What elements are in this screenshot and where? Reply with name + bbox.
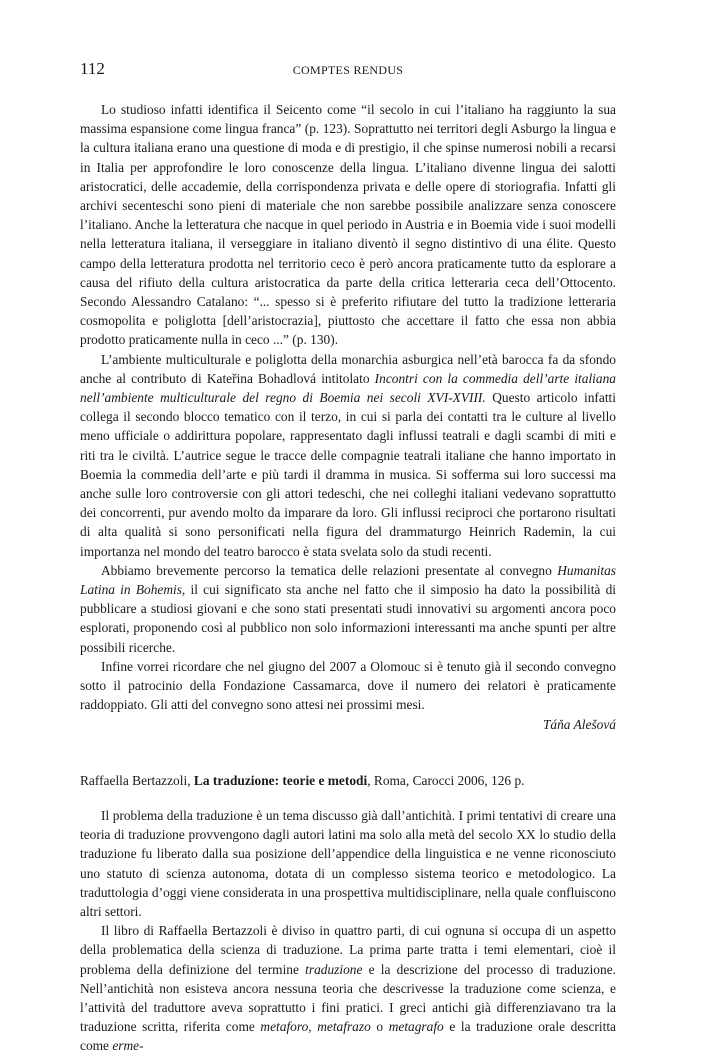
- review1-p3-text-a: Abbiamo brevemente percorso la tematica delle relazioni presentate al convegno: [101, 562, 558, 578]
- review2-publication: , Roma, Carocci 2006, 126 p.: [367, 772, 525, 788]
- document-page: [80, 58, 616, 1056]
- review2-p2-term-metaforo: metaforo, metafrazo: [260, 1019, 371, 1035]
- review2-p2-text-c: o: [370, 1019, 389, 1035]
- running-head: [80, 58, 616, 80]
- review2-heading: [80, 771, 616, 790]
- review1-signature: Táňa Alešová: [542, 716, 616, 732]
- review2-book-title: La traduzione: teorie e metodi: [193, 772, 368, 788]
- review2-author: Raffaella Bertazzoli,: [80, 772, 194, 788]
- review2-p2-text-a: Il libro di Raffaella Bertazzoli è diviso in quattro parti, di cui ognuna si occupa di un aspetto della problematica della scienza di traduzione. La prima parte tratta i temi elementari, cioè il problema della definizione del termine: [80, 923, 616, 977]
- review1-paragraph-1: Lo studioso infatti identifica il Seicento come “il secolo in cui l’italiano ha raggiunto la sua massima espansione come lingua franca” (p. 123). Soprattutto nei territori degli Asburgo la lingua e la cultura italiana erano una questione di moda e di prestigio, il che spinse numerosi nobili a recarsi in Italia per approfondire le loro conoscenze della lingua. L’italiano divenne lingua dei salotti aristocratici, delle accademie, della corrispondenza privata e delle opere di storiografia. Infatti gli archivi secenteschi sono pieni di materiale che non sarebbe possibile analizzare senza conoscere l’italiano. Anche la letteratura che nacque in quel periodo in Austria e in Boemia vide i suoi modelli nella letteratura italiana, il verseggiare in italiano diventò il segno distintivo di una élite. Questo campo della letteratura prodotta nel territorio ceco è però ancora praticamente tutto da esplorare a causa del rifiuto della cultura aristocratica da parte della critica letteraria ceca dell’Ottocento. Secondo Alessandro Catalano: “... spesso si è preferito rifiutare del tutto la tradizione letteraria cosmopolita e poliglotta [dell’aristocrazia], piuttosto che accettare il fatto che essa non abbia prodotto praticamente nulla in ceco ...” (p. 130).: [80, 102, 616, 348]
- review2-p2-term-metagrafo: metagrafo: [388, 1019, 444, 1035]
- review2-paragraph-2: [80, 921, 616, 1055]
- review1-p3-text-b: il cui significato sta anche nel fatto che il simposio ha dato la possibilità di pubblicare a studiosi giovani e che sono stati presentati studi innovativi su argomenti ancora poco esplorati, proponendo così al pubblico non solo informazioni interessanti ma anche spunti per altre possibili ricerche.: [80, 582, 616, 655]
- review1-p3-conference-title: Humanitas Latina in Bohemis,: [80, 562, 616, 598]
- review1-paragraph-4: Infine vorrei ricordare che nel giugno del 2007 a Olomouc si è tenuto già il secondo convegno sotto il patrocinio della Fondazione Cassamarca, dove il numero dei relatori è praticamente raddoppiato. Gli atti del convegno sono attesi nei prossimi mesi.: [80, 658, 616, 713]
- review2-paragraph-1: Il problema della traduzione è un tema discusso già dall’antichità. I primi tentativi di creare una teoria di traduzione provvengono dagli autori latini ma solo alla metà del secolo XX lo studio della traduzione fu liberato dalla sua posizione dell’appendice della linguistica e ne venne riconosciuto uno statuto di scienza autonoma, dotata di un complesso sistema teorico e metodologico. La traduttologia d’oggi viene considerata in una prospettiva multidisciplinare, nella quale confluiscono altri settori.: [80, 807, 616, 919]
- review2-p2-term-traduzione: traduzione: [305, 961, 363, 977]
- review2-p2-text-d: e la traduzione orale descritta come: [80, 1019, 616, 1054]
- review1-p2-text-a: L’ambiente multiculturale e poliglotta della monarchia asburgica nell’età barocca fa da sfondo anche al contributo di Kateřina Bohadlová intitolato: [80, 351, 616, 386]
- review1-p2-text-b: Questo articolo infatti collega il secondo blocco tematico con il terzo, in cui si parla dei contatti tra le culture al livello meno ufficiale o addirittura popolare, rappresentato dagli influssi teatrali e dagli scambi di miti e riti tra le civiltà. L’autrice segue le tracce delle compagnie teatrali italiane che hanno importato in Boemia la commedia dell’arte e più tardi il dramma in musica. Si sofferma sui loro successi ma anche sulle loro controversie con gli attori tedeschi, che nei colleghi italiani vedevano soprattutto dei concorrenti, pur avendo molto da imparare da loro. Gli influssi reciproci che portarono risultati di alta qualità si sono personificati nella figura del drammaturgo Heinrich Rademin, la cui importanza nel mondo del teatro barocco è stata svelata solo da studi recenti.: [80, 390, 616, 559]
- journal-title: COMPTES RENDUS: [292, 63, 404, 77]
- review2-p2-text-b: e la descrizione del processo di traduzione. Nell’antichità non esisteva ancora nessuna teoria che descrivesse la traduzione come scienza, e l’attività del traduttore aveva soprattutto i fini pratici. I greci antichi già differenziavano tra la traduzione scritta, riferita come: [80, 961, 616, 1035]
- review1-paragraph-2: [80, 350, 616, 561]
- review2-p2-term-erme: erme-: [112, 1038, 144, 1054]
- review1-p2-article-title: Incontri con la commedia dell’arte italiana nell’ambiente multiculturale del regno di Boemia nei secoli XVI-XVIII.: [80, 370, 616, 406]
- review1-paragraph-3: [80, 561, 616, 657]
- page-number: 112: [80, 59, 105, 78]
